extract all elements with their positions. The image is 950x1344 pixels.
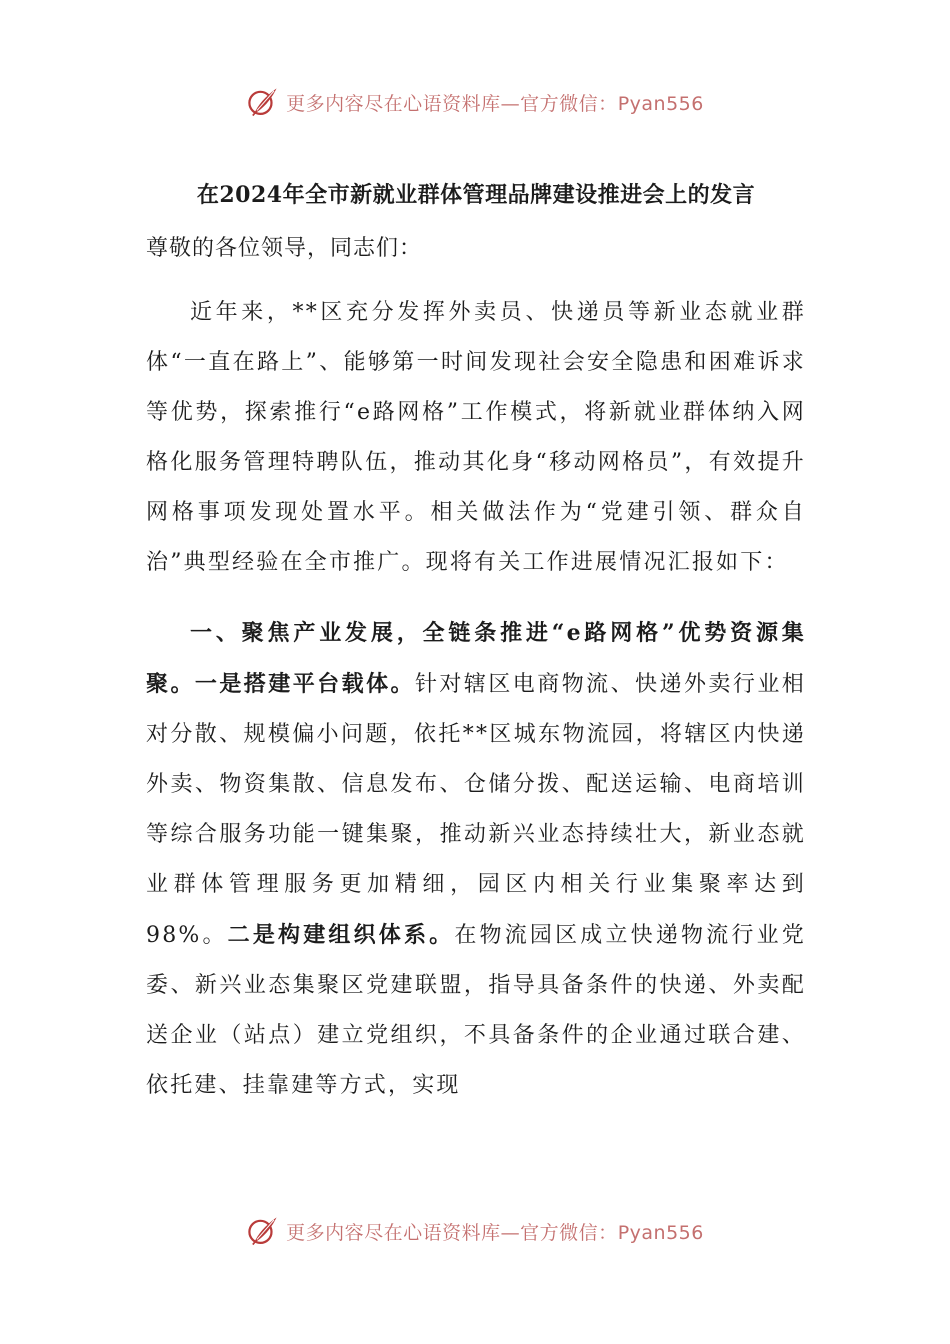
salutation: 尊敬的各位领导，同志们： — [146, 236, 423, 261]
banner-wechat-id: Pyan556 — [617, 92, 704, 115]
banner-text — [286, 89, 704, 116]
document-title: 在2024年全市新就业群体管理品牌建设推进会上的发言 — [196, 182, 756, 208]
banner-text-main: 更多内容尽在心语资料库 — [286, 1221, 501, 1244]
section-1-point-1-text: 针对辖区电商物流、快递外卖行业相对分散、规模偏小问题，依托**区城东物流园，将辖区内快递外卖、物资集散、信息发布、仓储分拨、配送运输、电商培训等综合服务功能一键集聚，推动新兴业态持续壮大，新业态就业群体管理服务更加精细，园区内相关行业集聚率达到98%。 — [146, 672, 806, 948]
header-banner — [0, 82, 950, 122]
banner-wechat-label: 官方微信： — [520, 92, 618, 115]
banner-text-main: 更多内容尽在心语资料库 — [286, 92, 501, 115]
section-1-heading: 一、聚焦产业发展，全链条推进“e路网格”优势资源集聚。 — [146, 620, 806, 697]
banner-dash: — — [500, 1221, 521, 1244]
banner-wechat-label: 官方微信： — [520, 1221, 618, 1244]
banner-text — [286, 1218, 704, 1245]
section-1-point-2-text: 在物流园区成立快递物流行业党委、新兴业态集聚区党建联盟，指导具备条件的快递、外卖配送企业（站点）建立党组织，不具备条件的企业通过联合建、依托建、挂靠建等方式，实现 — [146, 923, 806, 1098]
banner-dash: — — [500, 92, 521, 115]
footer-banner — [0, 1211, 950, 1251]
section-1-point-1-label: 一是搭建平台载体。 — [194, 671, 415, 697]
banner-wechat-id: Pyan556 — [617, 1221, 704, 1244]
feather-pen-logo-icon — [246, 85, 280, 119]
feather-pen-logo-icon — [246, 1214, 280, 1248]
paragraph-intro: 近年来，**区充分发挥外卖员、快递员等新业态就业群体“一直在路上”、能够第一时间发现社会安全隐患和困难诉求等优势，探索推行“e路网格”工作模式，将新就业群体纳入网格化服务管理特聘队伍，推动其化身“移动网格员”，有效提升网格事项发现处置水平。相关做法作为“党建引领、群众自治”典型经验在全市推广。现将有关工作进展情况汇报如下： — [146, 300, 806, 575]
document-body — [146, 172, 806, 1111]
paragraph-section-1 — [146, 608, 806, 1111]
section-1-point-2-label: 二是构建组织体系。 — [227, 922, 455, 948]
